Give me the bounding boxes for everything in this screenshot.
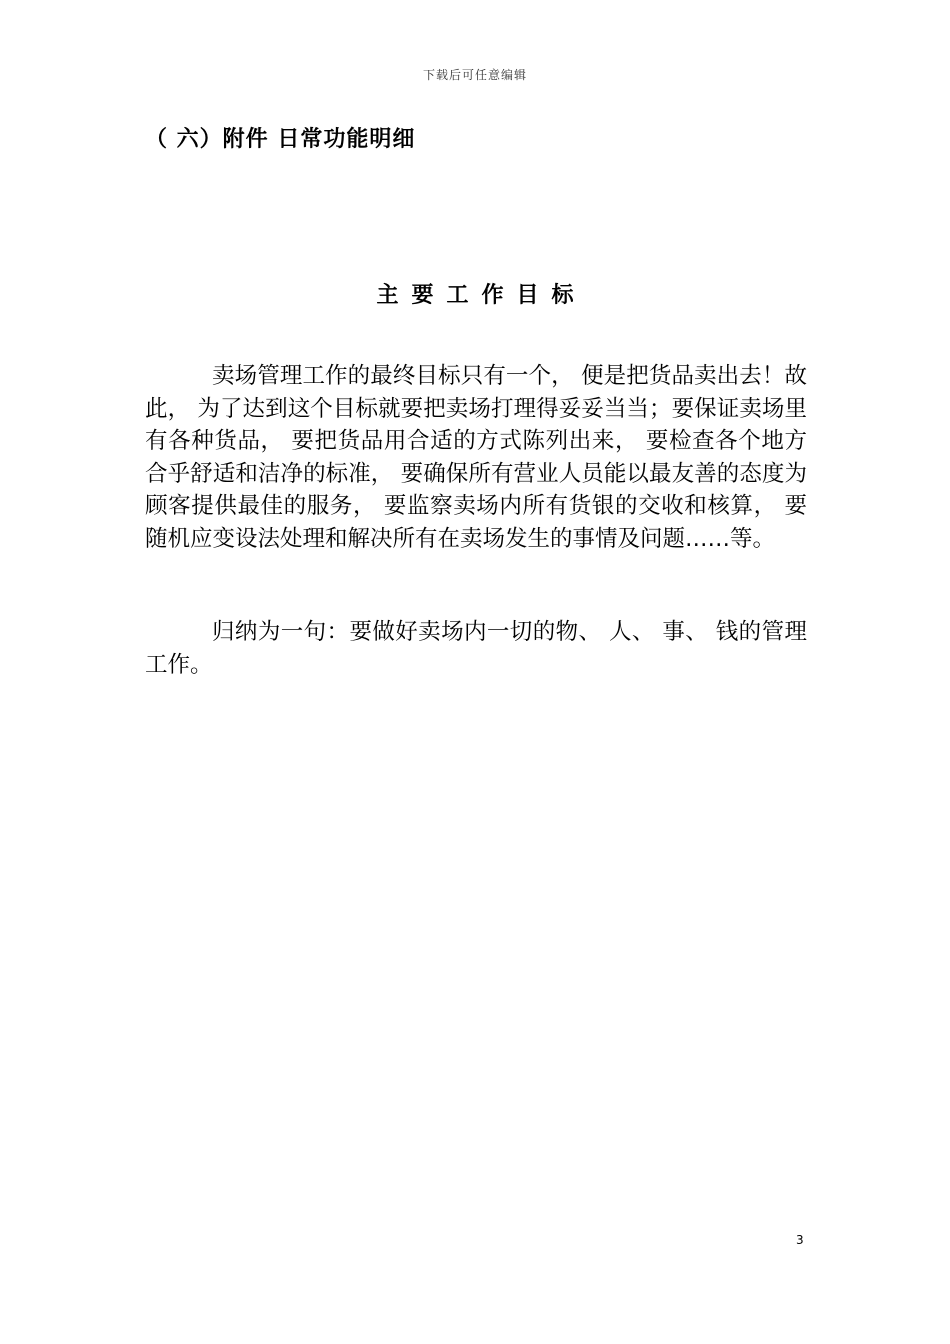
section-heading: （ 六）附件 日常功能明细 bbox=[145, 127, 416, 152]
document-title: 主要工作目标 bbox=[376, 283, 587, 308]
body-paragraph: 归纳为一句：要做好卖场内一切的物、 人、 事、 钱的管理工作。 bbox=[145, 619, 807, 678]
page-number: 3 bbox=[796, 1233, 804, 1247]
body-paragraph: 卖场管理工作的最终目标只有一个， 便是把货品卖出去！故此， 为了达到这个目标就要把卖场打理得妥妥当当；要保证卖场里有各种货品， 要把货品用合适的方式陈列出来， 要检查各个地方合乎舒适和洁净的标准， 要确保所有营业人员能以最友善的态度为顾客提供最佳的服务， 要监察卖场内所有货银的交收和核算， 要随机应变设法处理和解决所有在卖场发生的事情及问题……等。 bbox=[145, 363, 807, 552]
page-header: 下载后可任意编辑 bbox=[422, 68, 527, 82]
